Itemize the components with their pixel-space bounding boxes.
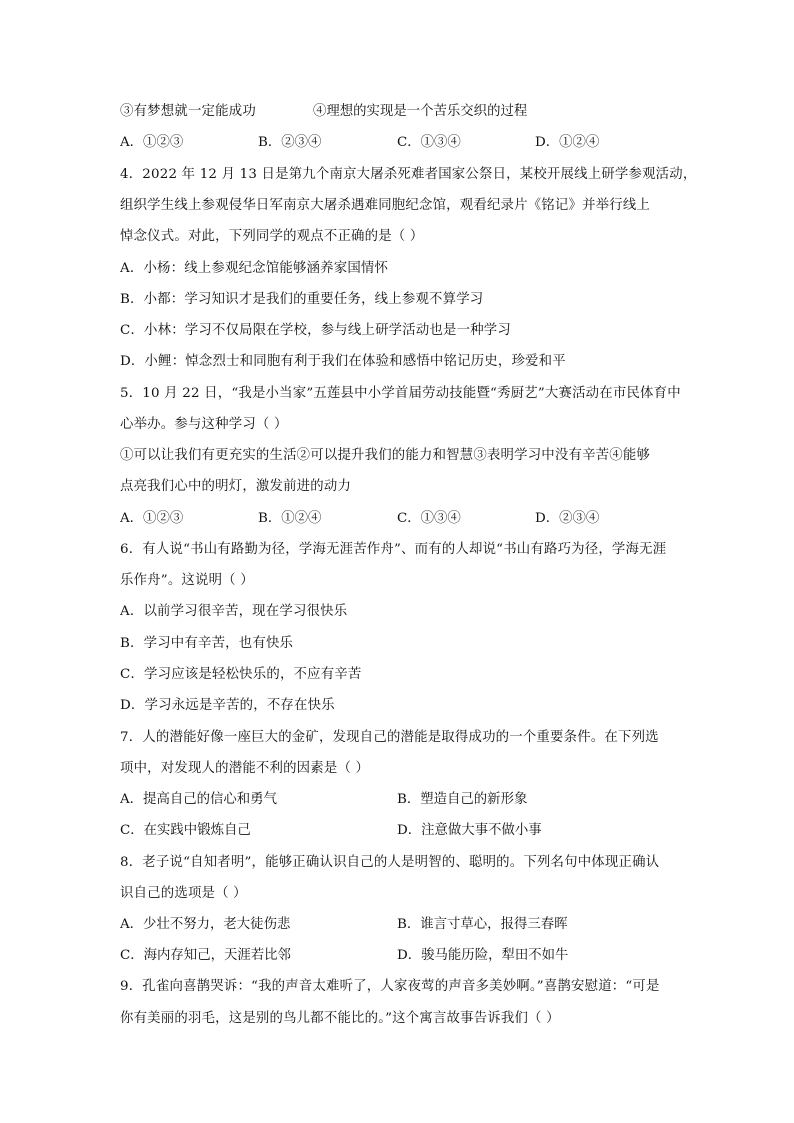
q4-stem-line: 组织学生线上参观侵华日军南京大屠杀遇难同胞纪念馆，观看纪录片《铭记》并举行线上 xyxy=(120,198,651,213)
choice-b: B．②③④ xyxy=(258,135,322,150)
q5-stem-line: 5．10 月 22 日，“我是小当家”五莲县中小学首届劳动技能暨“秀厨艺”大赛活动在市民体育中 xyxy=(120,386,681,401)
q6-option-b: B．学习中有辛苦，也有快乐 xyxy=(120,636,294,651)
q7-option-a: A．提高自己的信心和勇气 xyxy=(120,792,277,807)
q9-stem-line: 你有美丽的羽毛，这是别的鸟儿都不能比的。”这个寓言故事告诉我们（ ） xyxy=(120,1011,560,1026)
q6-option-c: C．学习应该是轻松快乐的，不应有辛苦 xyxy=(120,667,362,682)
choice-a: A．①②③ xyxy=(120,135,184,150)
q7-stem-line: 7．人的潜能好像一座巨大的金矿，发现自己的潜能是取得成功的一个重要条件。在下列选 xyxy=(120,730,659,745)
q5-choice-a: A．①②③ xyxy=(120,511,184,526)
q8-option-a: A．少壮不努力，老大徒伤悲 xyxy=(120,917,291,932)
q4-stem-line: 4．2022 年 12 月 13 日是第九个南京大屠杀死难者国家公祭日，某校开展线上研学参观活动， xyxy=(120,167,697,182)
option-line-4: ④理想的实现是一个苦乐交织的过程 xyxy=(313,104,528,119)
q6-option-d: D．学习永远是辛苦的，不存在快乐 xyxy=(120,698,335,713)
q7-option-d: D．注意做大事不做小事 xyxy=(397,823,542,838)
q8-option-d: D．骏马能历险，犁田不如牛 xyxy=(397,948,569,963)
q8-option-c: C．海内存知己，天涯若比邻 xyxy=(120,948,291,963)
q9-stem-line: 9．孔雀向喜鹊哭诉：“我的声音太难听了，人家夜莺的声音多美妙啊。”喜鹊安慰道：“可是 xyxy=(120,979,660,994)
q5-choice-c: C．①③④ xyxy=(397,511,461,526)
q5-choice-d: D．②③④ xyxy=(535,511,600,526)
q6-option-a: A．以前学习很辛苦，现在学习很快乐 xyxy=(120,604,348,619)
q5-stem-line: 心举办。参与这种学习（ ） xyxy=(120,417,288,432)
q6-stem-line: 6．有人说“书山有路勤为径，学海无涯苦作舟”、而有的人却说“书山有路巧为径，学海无涯 xyxy=(120,542,667,557)
q8-stem-line: 8．老子说“自知者明”，能够正确认识自己的人是明智的、聪明的。下列名句中体现正确认 xyxy=(120,855,660,870)
choice-d: D．①②④ xyxy=(535,135,600,150)
q4-option-b: B．小都：学习知识才是我们的重要任务，线上参观不算学习 xyxy=(120,292,484,307)
q8-option-b: B．谁言寸草心，报得三春晖 xyxy=(397,917,568,932)
q5-choice-b: B．①②④ xyxy=(258,511,322,526)
q7-stem-line: 项中，对发现人的潜能不利的因素是（ ） xyxy=(120,761,370,776)
option-line-3: ③有梦想就一定能成功 xyxy=(120,104,256,119)
q5-items-line: 点亮我们心中的明灯，激发前进的动力 xyxy=(120,479,352,494)
q4-option-a: A．小杨：线上参观纪念馆能够涵养家国情怀 xyxy=(120,261,389,276)
q6-stem-line: 乐作舟”。这说明（ ） xyxy=(120,573,254,588)
q5-items-line: ①可以让我们有更充实的生活②可以提升我们的能力和智慧③表明学习中没有辛苦④能够 xyxy=(120,448,651,463)
choice-c: C．①③④ xyxy=(397,135,461,150)
q7-option-b: B．塑造自己的新形象 xyxy=(397,792,528,807)
q4-stem-line: 悼念仪式。对此，下列同学的观点不正确的是（ ） xyxy=(120,229,424,244)
q7-option-c: C．在实践中锻炼自己 xyxy=(120,823,251,838)
q4-option-d: D．小鲤：悼念烈士和同胞有利于我们在体验和感悟中铭记历史，珍爱和平 xyxy=(120,354,566,369)
q4-option-c: C．小林：学习不仅局限在学校，参与线上研学活动也是一种学习 xyxy=(120,323,511,338)
q8-stem-line: 识自己的选项是（ ） xyxy=(120,886,247,901)
